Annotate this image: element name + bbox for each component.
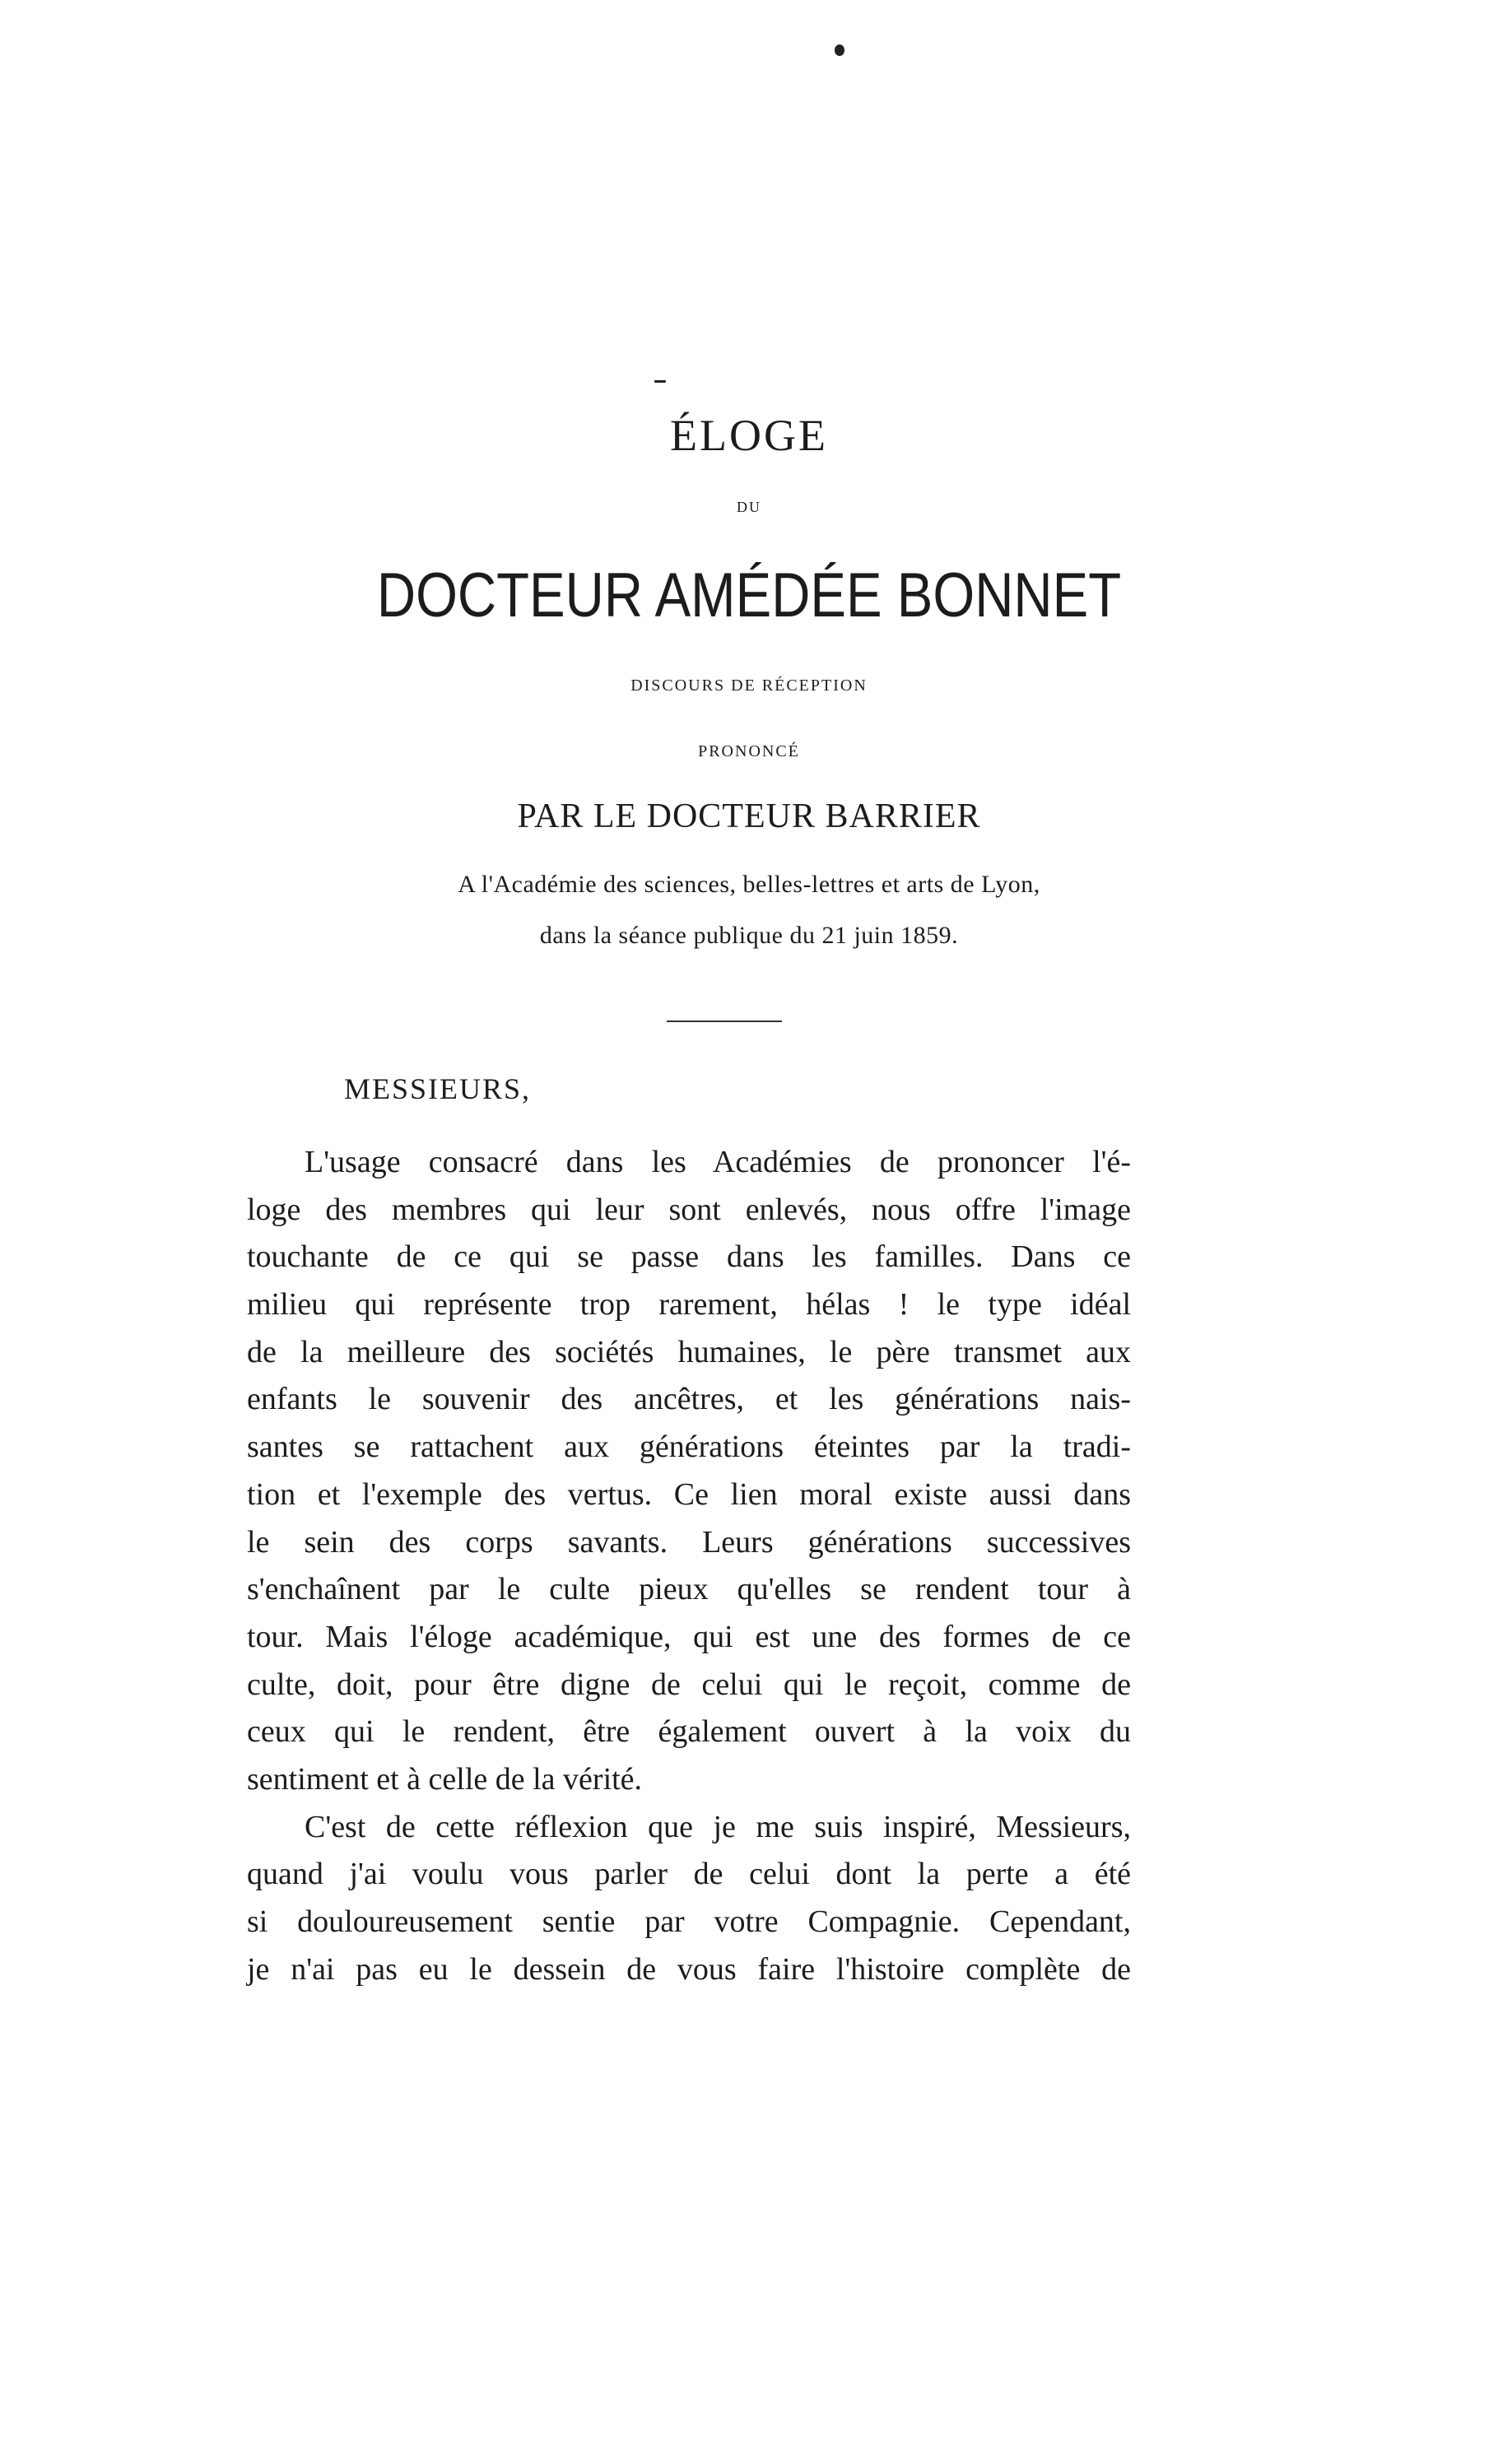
text-line: de la meilleure des sociétés humaines, le père transmet aux: [247, 1334, 1131, 1369]
title-eloge: ÉLOGE: [670, 411, 828, 460]
date-line: dans la séance publique du 21 juin 1859.: [539, 922, 959, 949]
text-line: touchante de ce qui se passe dans les familles. Dans ce: [247, 1239, 1131, 1275]
text-line: santes se rattachent aux générations éteintes par la tradi-: [247, 1430, 1131, 1465]
text-line: loge des membres qui leur sont enlevés, nous offre l'image: [247, 1192, 1131, 1227]
text-line: je n'ai pas eu le dessein de vous faire l'histoire complète de: [247, 1951, 1131, 1987]
text-line: tour. Mais l'éloge académique, qui est une des formes de ce: [247, 1619, 1131, 1654]
text-line: tion et l'exemple des vertus. Ce lien moral existe aussi dans: [247, 1476, 1131, 1512]
body-text: [247, 1139, 1131, 1993]
text-line: C'est de cette réflexion que je me suis inspiré, Messieurs,: [305, 1809, 1131, 1844]
subtitle-discours: DISCOURS DE RÉCEPTION: [630, 676, 868, 695]
text-line: le sein des corps savants. Leurs générations successives: [247, 1524, 1131, 1560]
ink-speck: [654, 380, 666, 383]
title-name: DOCTEUR AMÉDÉE BONNET: [376, 560, 1122, 630]
ink-speck: [835, 44, 844, 56]
divider-rule: [667, 1020, 782, 1022]
author-line: PAR LE DOCTEUR BARRIER: [517, 797, 981, 835]
text-line: culte, doit, pour être digne de celui qui le reçoit, comme de: [247, 1667, 1131, 1702]
text-line: sentiment et à celle de la vérité.: [247, 1761, 643, 1797]
text-line: ceux qui le rendent, être également ouvert à la voix du: [247, 1714, 1131, 1750]
text-line: enfants le souvenir des ancêtres, et les générations nais-: [247, 1382, 1131, 1417]
salutation: MESSIEURS,: [344, 1072, 532, 1105]
venue-line: A l'Académie des sciences, belles-lettres et arts de Lyon,: [458, 871, 1040, 898]
text-line: s'enchaînent par le culte pieux qu'elles se rendent tour à: [247, 1572, 1131, 1607]
text-line: L'usage consacré dans les Académies de prononcer l'é-: [305, 1145, 1131, 1179]
text-line: milieu qui représente trop rarement, hélas ! le type idéal: [247, 1287, 1131, 1323]
text-line: si douloureusement sentie par votre Compagnie. Cependant,: [247, 1904, 1131, 1939]
subtitle-prononce: PRONONCÉ: [698, 742, 800, 760]
text-line: quand j'ai voulu vous parler de celui dont la perte a été: [247, 1857, 1131, 1892]
title-du: DU: [737, 499, 761, 515]
